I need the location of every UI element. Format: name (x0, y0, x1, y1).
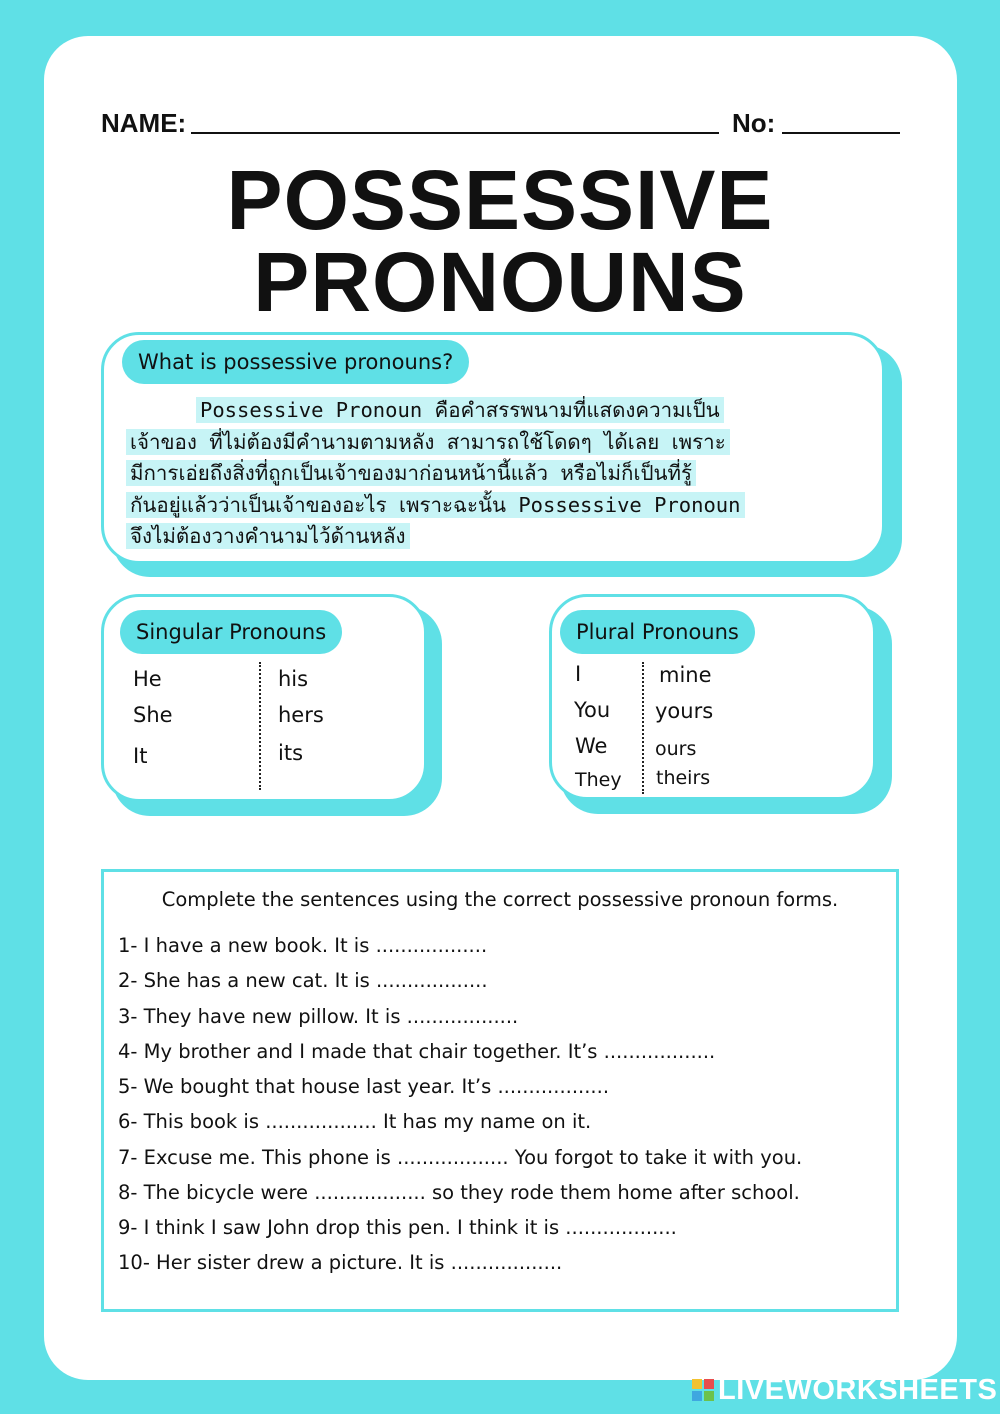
exercise-item[interactable]: 10- Her sister drew a picture. It is .................. (118, 1251, 563, 1274)
plural-possessive: yours (655, 699, 714, 723)
definition-line: มีการเอ่ยถึงสิ่งที่ถูกเป็นเจ้าของมาก่อนหน้านี้แล้ว หรือไม่ก็เป็นที่รู้ (126, 460, 696, 486)
plural-subject: I (575, 662, 582, 686)
definition-line: เจ้าของ ที่ไม่ต้องมีคำนามตามหลัง สามารถใช้โดดๆ ได้เลย เพราะ (126, 429, 730, 455)
exercise-item[interactable]: 2- She has a new cat. It is .................. (118, 969, 488, 992)
exercise-item[interactable]: 3- They have new pillow. It is .................. (118, 1005, 519, 1028)
page-title-line-1: POSSESSIVE (226, 153, 774, 247)
singular-possessive: hers (278, 703, 324, 727)
definition-heading: What is possessive pronouns? (122, 340, 469, 384)
plural-subject: You (574, 698, 611, 722)
singular-possessive: its (278, 741, 304, 765)
plural-divider (642, 662, 644, 794)
singular-divider (259, 662, 261, 790)
singular-possessive: his (278, 667, 309, 691)
number-field[interactable] (782, 132, 900, 134)
exercise-item[interactable]: 9- I think I saw John drop this pen. I think it is .................. (118, 1216, 677, 1239)
header-row (101, 108, 901, 140)
singular-subject: It (133, 744, 148, 768)
brand-text: LIVEWORKSHEETS (718, 1374, 998, 1406)
singular-subject: She (133, 703, 173, 727)
liveworksheets-brand[interactable] (692, 1374, 997, 1406)
definition-line: จึงไม่ต้องวางคำนามไว้ด้านหลัง (126, 523, 410, 549)
exercise-item[interactable]: 4- My brother and I made that chair together. It’s .................. (118, 1040, 716, 1063)
exercise-item[interactable]: 5- We bought that house last year. It’s .................. (118, 1075, 610, 1098)
plural-possessive: theirs (656, 767, 711, 789)
exercise-item[interactable]: 7- Excuse me. This phone is .................. You forgot to take it with you. (118, 1146, 803, 1169)
name-label: NAME: (101, 108, 187, 138)
exercise-item[interactable]: 8- The bicycle were .................. so they rode them home after school. (118, 1181, 800, 1204)
page-title-line-2: PRONOUNS (253, 235, 747, 329)
singular-subject: He (133, 667, 162, 691)
liveworksheets-logo-icon (692, 1379, 714, 1401)
singular-heading: Singular Pronouns (120, 610, 342, 654)
plural-heading: Plural Pronouns (560, 610, 755, 654)
exercise-item[interactable]: 1- I have a new book. It is .................. (118, 934, 488, 957)
plural-subject: We (575, 734, 608, 758)
definition-text (126, 395, 886, 553)
definition-line: กันอยู่แล้วว่าเป็นเจ้าของอะไร เพราะฉะนั้น Possessive Pronoun (126, 492, 745, 518)
exercise-item[interactable]: 6- This book is .................. It has my name on it. (118, 1110, 592, 1133)
number-label: No: (732, 108, 776, 138)
definition-line: Possessive Pronoun คือคำสรรพนามที่แสดงความเป็น (196, 397, 724, 423)
exercise-instruction: Complete the sentences using the correct possessive pronoun forms. (161, 888, 839, 911)
plural-possessive: mine (659, 663, 712, 687)
plural-possessive: ours (655, 738, 697, 760)
plural-subject: They (575, 769, 622, 791)
name-field[interactable] (191, 132, 719, 134)
